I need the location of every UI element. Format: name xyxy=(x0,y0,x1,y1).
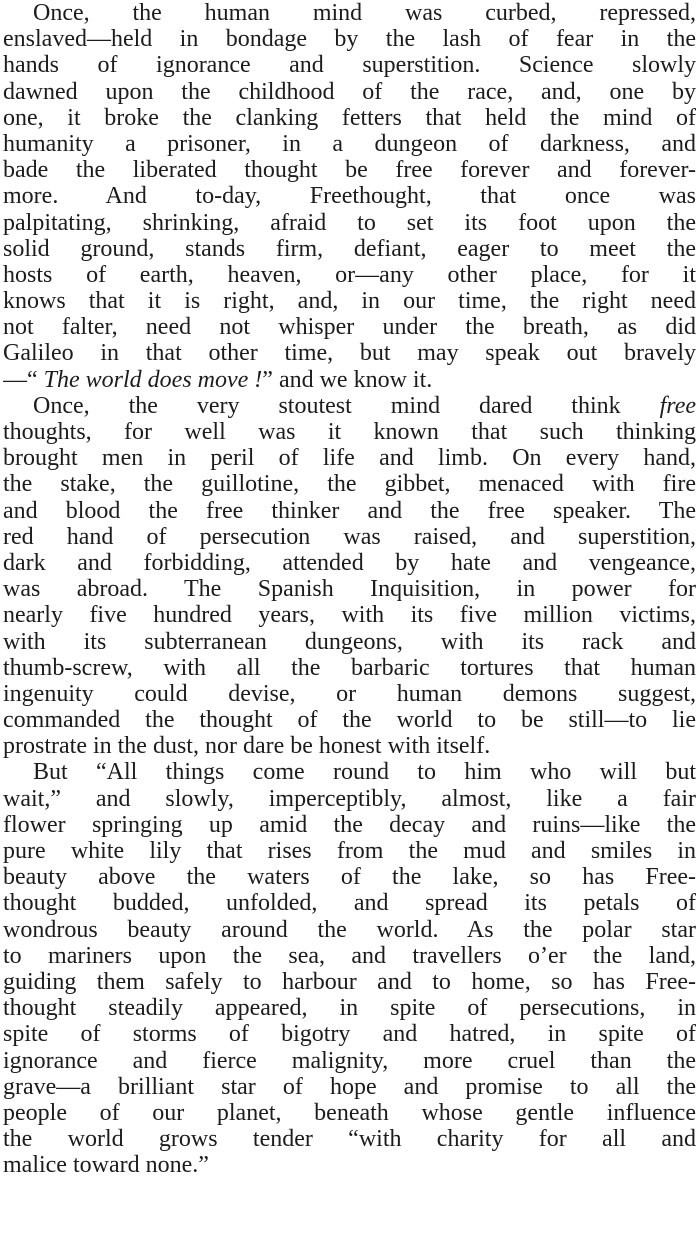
text-line xyxy=(3,79,696,105)
text-line xyxy=(3,576,696,602)
text-line xyxy=(3,707,696,733)
italic-text: free xyxy=(659,392,696,419)
text-segment: the world grows tender “with charity for all and xyxy=(3,1126,696,1153)
text-segment: ” and we know it. xyxy=(262,366,433,393)
text-segment: thought budded, unfolded, and spread its petals of xyxy=(3,890,696,917)
text-segment: the stake, the guillotine, the gibbet, menaced with fire xyxy=(3,471,696,498)
text-segment: But “All things come round to him who will but xyxy=(33,759,696,786)
text-segment: hands of ignorance and superstition. Science slowly xyxy=(3,52,696,79)
text-segment: malice toward none.” xyxy=(3,1152,209,1179)
text-segment: prostrate in the dust, nor dare be honest with itself. xyxy=(3,733,491,760)
text-line xyxy=(3,786,696,812)
text-line xyxy=(3,131,696,157)
text-line xyxy=(3,340,696,366)
text-segment: thoughts, for well was it known that such thinking xyxy=(3,419,696,445)
text-segment: beauty above the waters of the lake, so has Free- xyxy=(3,864,696,891)
text-segment: bade the liberated thought be free forever and forever- xyxy=(3,157,696,184)
text-segment: to mariners upon the sea, and travellers o’er the land, xyxy=(3,942,696,969)
text-segment: dawned upon the childhood of the race, and, one by xyxy=(3,78,696,105)
text-line xyxy=(3,393,696,419)
text-segment: wondrous beauty around the world. As the polar star xyxy=(3,916,696,943)
text-line xyxy=(3,629,696,655)
text-line xyxy=(3,105,696,131)
text-line xyxy=(3,550,696,576)
text-segment: humanity a prisoner, in a dungeon of darkness, and xyxy=(3,130,696,157)
paragraph xyxy=(3,0,696,393)
text-line xyxy=(3,733,696,759)
paragraph xyxy=(3,759,696,1178)
text-segment: commanded the thought of the world to be still—to lie xyxy=(3,707,696,734)
text-line xyxy=(3,1126,696,1152)
text-line xyxy=(3,943,696,969)
text-segment: dark and forbidding, attended by hate and vengeance, xyxy=(3,549,696,576)
text-line xyxy=(3,917,696,943)
text-line xyxy=(3,52,696,78)
text-line xyxy=(3,1100,696,1126)
text-line xyxy=(3,210,696,236)
text-segment: guiding them safely to harbour and to home, so has Free- xyxy=(3,968,696,995)
text-segment: was abroad. The Spanish Inquisition, in power for xyxy=(3,576,696,603)
text-segment: thought steadily appeared, in spite of persecutions, in xyxy=(3,995,696,1022)
text-line xyxy=(3,419,696,445)
text-line xyxy=(3,288,696,314)
text-segment: not falter, need not whisper under the breath, as did xyxy=(3,314,696,341)
text-line xyxy=(3,890,696,916)
text-line xyxy=(3,314,696,340)
text-segment: spite of storms of bigotry and hatred, in spite of xyxy=(3,1021,696,1048)
text-segment: —“ xyxy=(3,366,44,393)
text-line xyxy=(3,1152,696,1178)
paragraph xyxy=(3,393,696,760)
text-segment: thumb-screw, with all the barbaric tortures that human xyxy=(3,654,696,681)
text-line xyxy=(3,445,696,471)
text-line xyxy=(3,26,696,52)
text-segment: Once, the human mind was curbed, repressed, xyxy=(33,0,696,26)
text-line xyxy=(3,812,696,838)
text-segment: knows that it is right, and, in our time, the right need xyxy=(3,288,696,315)
text-segment: Galileo in that other time, but may speak out bravely xyxy=(3,340,696,367)
text-line xyxy=(3,0,696,26)
text-segment: solid ground, stands firm, defiant, eager to meet the xyxy=(3,235,696,262)
text-segment: nearly five hundred years, with its five million victims, xyxy=(3,602,696,629)
text-line xyxy=(3,236,696,262)
text-segment: people of our planet, beneath whose gentle influence xyxy=(3,1099,696,1126)
document-page xyxy=(3,0,696,1178)
text-segment: pure white lily that rises from the mud and smiles in xyxy=(3,838,696,864)
text-segment: grave—a brilliant star of hope and promise to all the xyxy=(3,1073,696,1100)
text-segment: one, it broke the clanking fetters that held the mind of xyxy=(3,104,696,131)
text-line xyxy=(3,262,696,288)
text-line xyxy=(3,183,696,209)
text-line xyxy=(3,1074,696,1100)
text-line xyxy=(3,524,696,550)
text-line xyxy=(3,1048,696,1074)
text-line xyxy=(3,157,696,183)
italic-text: The world does move ! xyxy=(43,366,263,393)
text-segment: with its subterranean dungeons, with its rack and xyxy=(3,628,696,655)
text-segment: ingenuity could devise, or human demons suggest, xyxy=(3,680,696,707)
text-line xyxy=(3,471,696,497)
text-line xyxy=(3,969,696,995)
text-segment: and blood the free thinker and the free speaker. The xyxy=(3,497,696,524)
text-segment: wait,” and slowly, imperceptibly, almost, like a fair xyxy=(3,785,696,812)
text-line xyxy=(3,759,696,785)
text-segment: flower springing up amid the decay and ruins—like the xyxy=(3,811,696,838)
text-line xyxy=(3,1021,696,1047)
text-segment: red hand of persecution was raised, and superstition, xyxy=(3,523,696,550)
text-segment: ignorance and fierce malignity, more cruel than the xyxy=(3,1047,696,1074)
text-segment: brought men in peril of life and limb. On every hand, xyxy=(3,445,696,472)
text-segment: palpitating, shrinking, afraid to set its foot upon the xyxy=(3,209,696,236)
text-segment: more. And to-day, Freethought, that once was xyxy=(3,183,696,210)
text-segment: hosts of earth, heaven, or—any other place, for it xyxy=(3,261,696,288)
text-line xyxy=(3,864,696,890)
text-line xyxy=(3,838,696,864)
text-segment: enslaved—held in bondage by the lash of fear in the xyxy=(3,26,696,53)
text-line xyxy=(3,655,696,681)
text-line xyxy=(3,367,696,393)
text-line xyxy=(3,602,696,628)
text-line xyxy=(3,681,696,707)
text-segment: Once, the very stoutest mind dared think xyxy=(33,392,660,419)
text-line xyxy=(3,995,696,1021)
text-line xyxy=(3,498,696,524)
